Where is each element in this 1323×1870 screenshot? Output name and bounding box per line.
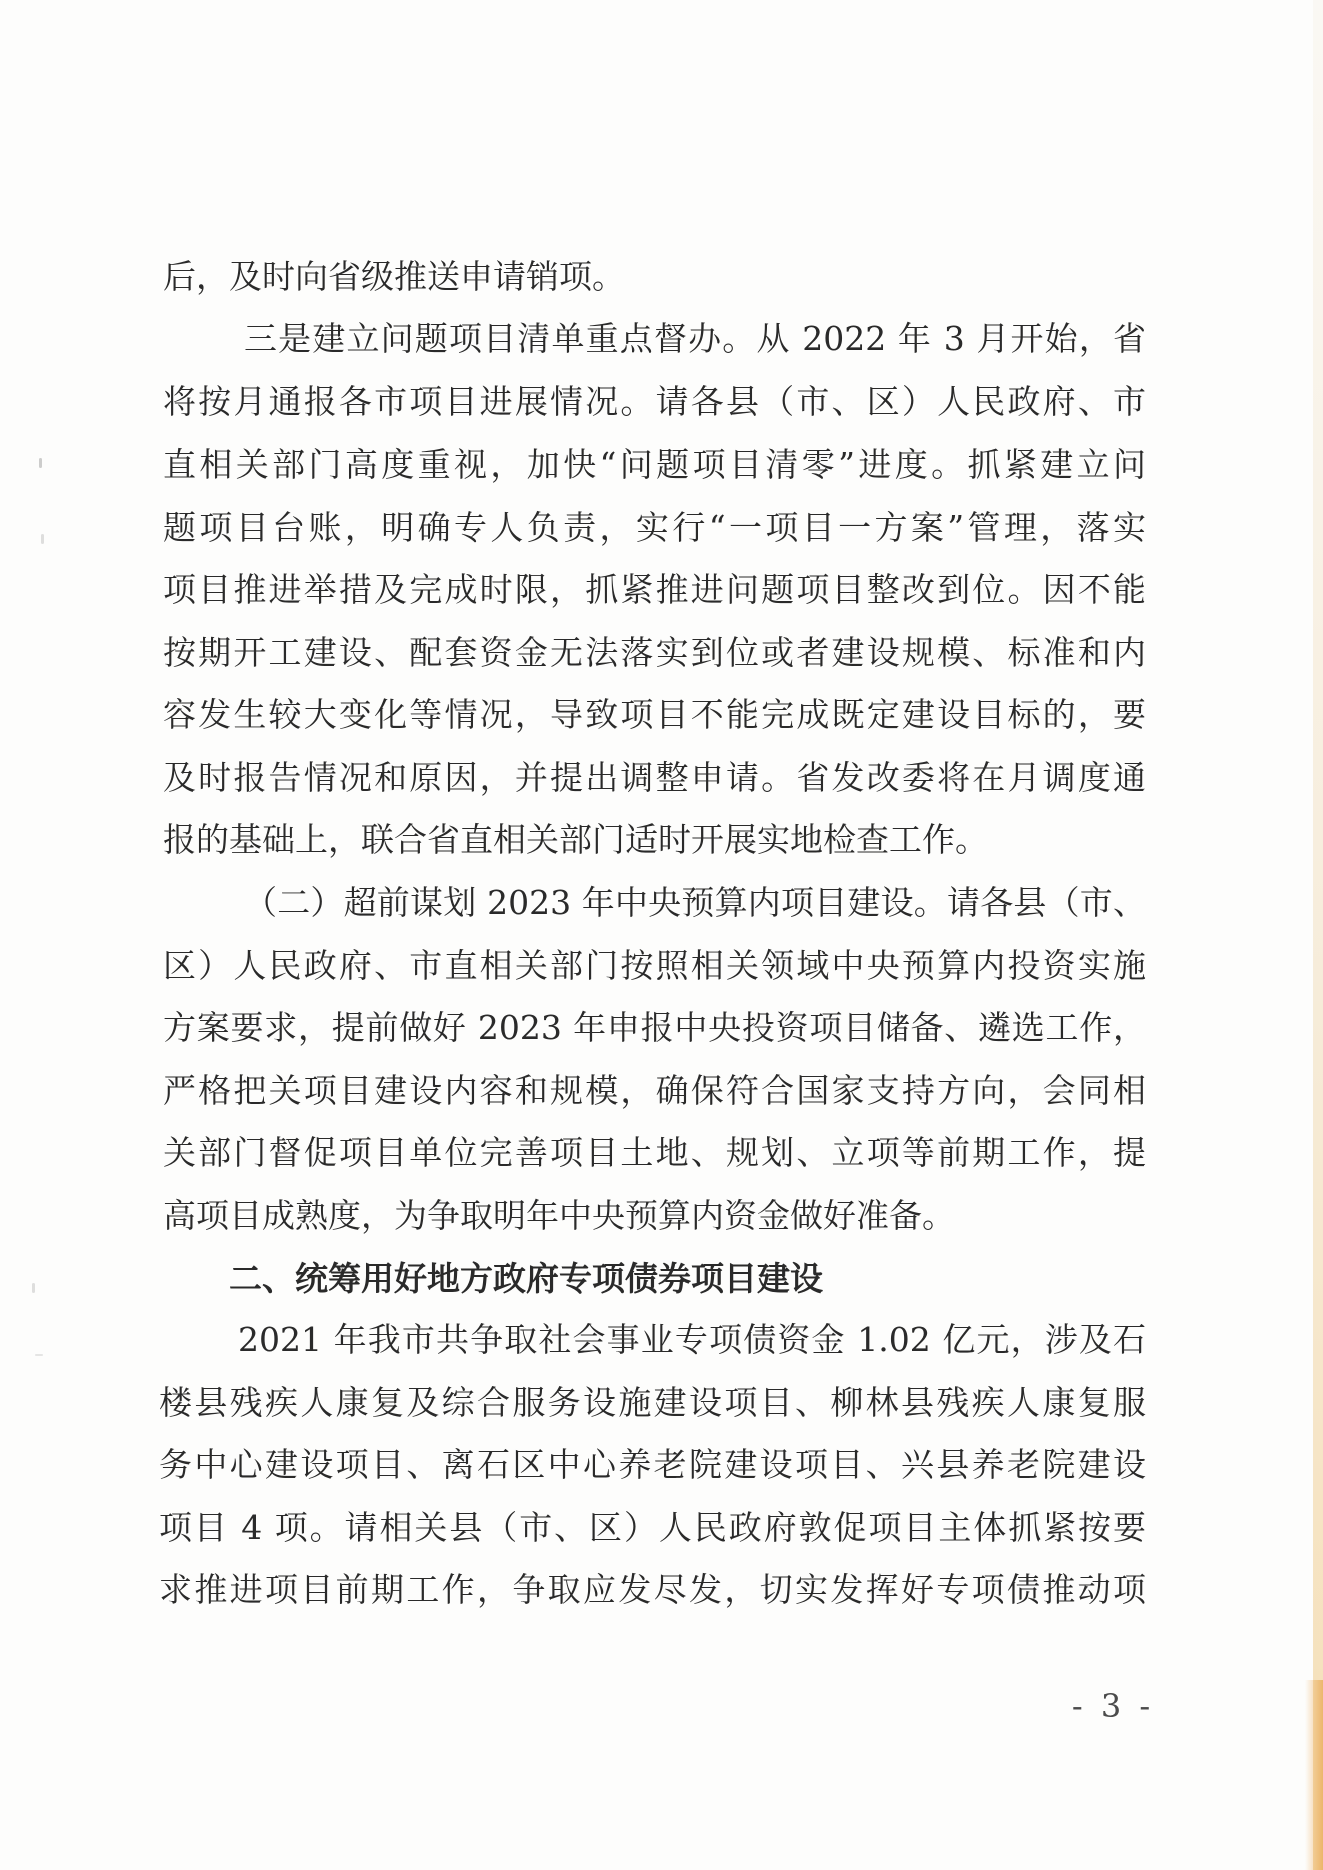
paper-corner-stain bbox=[1305, 1680, 1323, 1870]
document-line: 后，及时向省级推送申请销项。 bbox=[163, 257, 625, 296]
document-line: 2021 年我市共争取社会事业专项债资金 1.02 亿元，涉及石 bbox=[238, 1320, 1146, 1359]
document-line: 将按月通报各市项目进展情况。请各县（市、区）人民政府、市 bbox=[163, 382, 1146, 421]
section-heading: 二、统筹用好地方政府专项债券项目建设 bbox=[229, 1259, 823, 1298]
document-line: 关部门督促项目单位完善项目土地、规划、立项等前期工作，提 bbox=[163, 1133, 1146, 1172]
document-line: 项目 4 项。请相关县（市、区）人民政府敦促项目主体抓紧按要 bbox=[159, 1508, 1146, 1547]
document-line: 项目推进举措及完成时限，抓紧推进问题项目整改到位。因不能 bbox=[163, 570, 1146, 609]
document-line: 报的基础上，联合省直相关部门适时开展实地检查工作。 bbox=[163, 820, 988, 859]
paper-edge-stain bbox=[1313, 0, 1323, 1870]
document-line: 按期开工建设、配套资金无法落实到位或者建设规模、标准和内 bbox=[163, 633, 1146, 672]
document-line: 务中心建设项目、离石区中心养老院建设项目、兴县养老院建设 bbox=[159, 1445, 1146, 1484]
document-line: 容发生较大变化等情况，导致项目不能完成既定建设目标的，要 bbox=[163, 695, 1146, 734]
scan-dust-mark bbox=[32, 1283, 35, 1293]
document-line: 楼县残疾人康复及综合服务设施建设项目、柳林县残疾人康复服 bbox=[159, 1383, 1146, 1422]
page-number: - 3 - bbox=[1071, 1687, 1155, 1725]
document-line: 题项目台账，明确专人负责，实行“一项目一方案”管理，落实 bbox=[163, 508, 1146, 547]
document-line: 直相关部门高度重视，加快“问题项目清零”进度。抓紧建立问 bbox=[163, 445, 1146, 484]
document-line: 及时报告情况和原因，并提出调整申请。省发改委将在月调度通 bbox=[163, 758, 1146, 797]
scan-dust-mark bbox=[35, 1354, 43, 1356]
scan-dust-mark bbox=[41, 534, 44, 544]
document-line: 求推进项目前期工作，争取应发尽发，切实发挥好专项债推动项 bbox=[159, 1570, 1146, 1609]
document-line: 严格把关项目建设内容和规模，确保符合国家支持方向，会同相 bbox=[163, 1071, 1146, 1110]
document-line: 高项目成熟度，为争取明年中央预算内资金做好准备。 bbox=[163, 1196, 955, 1235]
document-line: 方案要求，提前做好 2023 年申报中央投资项目储备、遴选工作， bbox=[163, 1008, 1146, 1047]
document-line: （二）超前谋划 2023 年中央预算内项目建设。请各县（市、 bbox=[244, 883, 1146, 922]
document-line: 三是建立问题项目清单重点督办。从 2022 年 3 月开始，省 bbox=[244, 319, 1146, 358]
scan-dust-mark bbox=[39, 458, 42, 468]
document-line: 区）人民政府、市直相关部门按照相关领域中央预算内投资实施 bbox=[163, 946, 1146, 985]
